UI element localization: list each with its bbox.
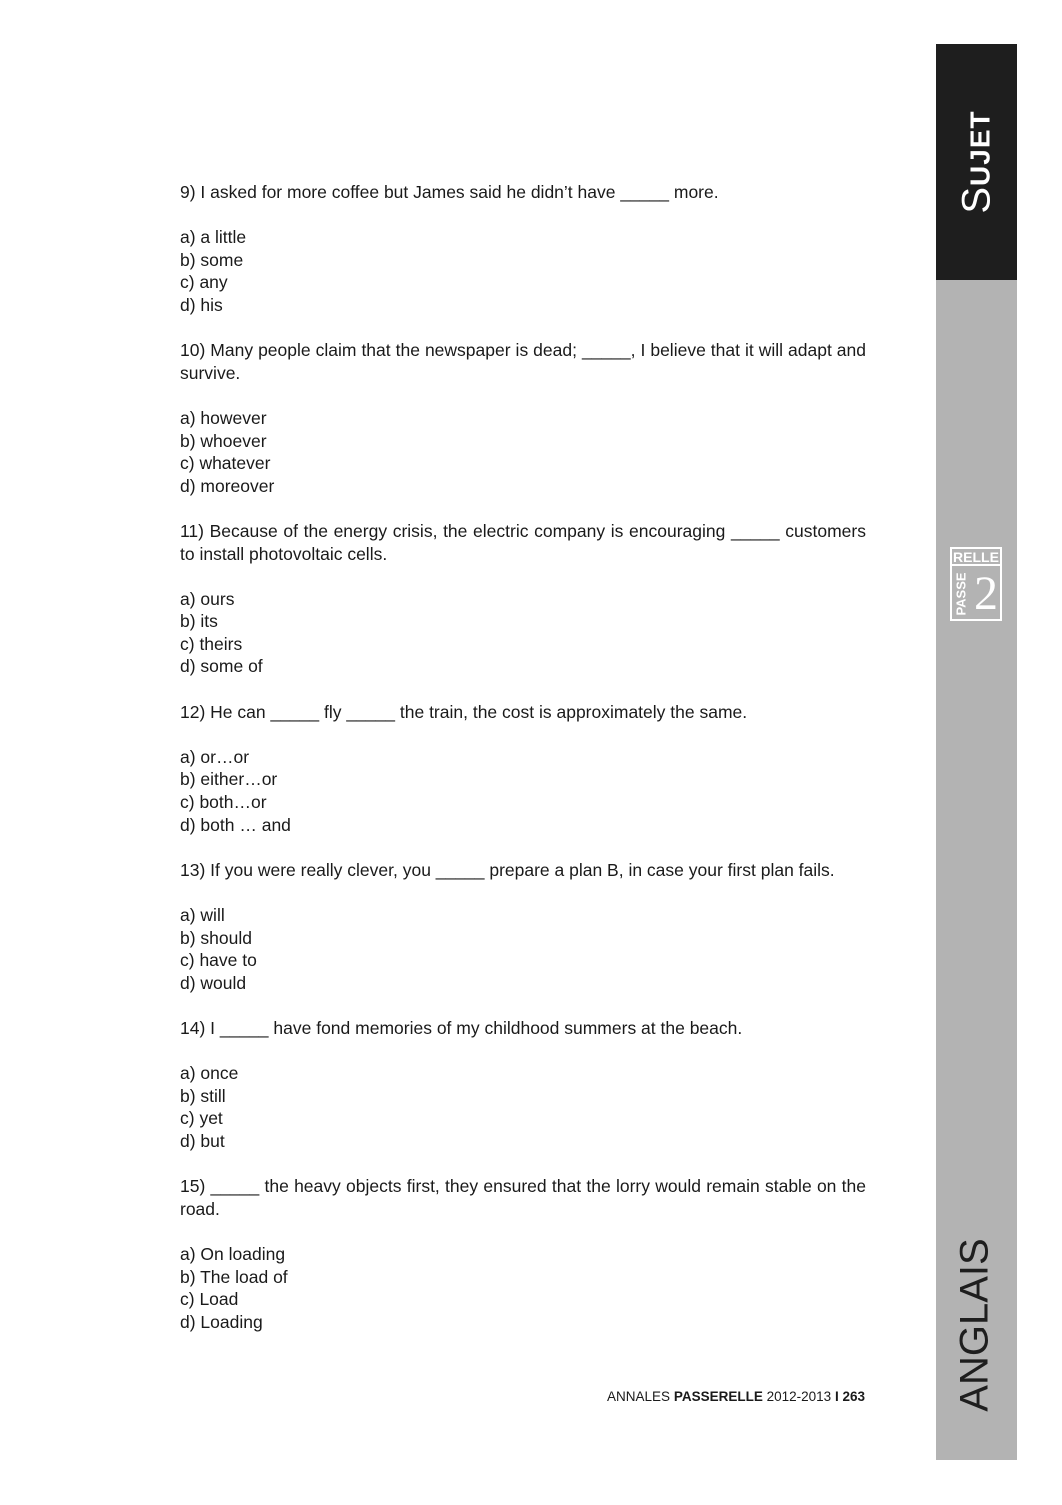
question-block	[180, 520, 866, 678]
answer-option: c) theirs	[180, 633, 243, 654]
question-text: 12) He can _____ fly _____ the train, the cost is approximately the same.	[180, 701, 748, 722]
answer-options	[180, 588, 866, 678]
answer-option: a) On loading	[180, 1243, 286, 1264]
answer-option: d) Loading	[180, 1311, 263, 1332]
answer-option: b) either…or	[180, 769, 278, 790]
answer-option: c) both…or	[180, 792, 267, 813]
question-text: 13) If you were really clever, you _____ prepare a plan B, in case your first plan fails.	[180, 859, 835, 880]
answer-option: a) or…or	[180, 746, 250, 767]
subject-label: ANGLAIS	[952, 1238, 997, 1412]
footer-brand: PASSERELLE	[673, 1389, 763, 1404]
question-block	[180, 1017, 866, 1153]
answer-option: a) however	[180, 407, 267, 428]
answer-options	[180, 904, 866, 994]
section-label: SUJET	[954, 110, 999, 214]
question-list	[180, 181, 866, 1356]
answer-option: c) any	[180, 272, 228, 293]
logo-number: 2	[974, 567, 998, 620]
answer-option: b) its	[180, 611, 218, 632]
logo-side-text: PASSE	[953, 572, 969, 616]
question-text: 9) I asked for more coffee but James said he didn’t have _____ more.	[180, 182, 719, 202]
question-text: 15) _____ the heavy objects first, they ensured that the lorry would remain stable on the road.	[180, 1176, 866, 1219]
question-text: 11) Because of the energy crisis, the electric company is encouraging _____ customers to install photovoltaic cells.	[180, 520, 866, 564]
question-text: 10) Many people claim that the newspaper is dead; _____, I believe that it will adapt and survive.	[180, 340, 866, 383]
answer-options	[180, 407, 866, 497]
answer-option: b) still	[180, 1085, 226, 1106]
answer-option: a) a little	[180, 227, 247, 248]
footer-prefix: ANNALES	[607, 1389, 671, 1404]
page-number: 263	[842, 1389, 865, 1404]
answer-options	[180, 226, 866, 316]
answer-option: d) some of	[180, 656, 263, 677]
question-block	[180, 339, 866, 497]
answer-option: d) would	[180, 972, 247, 993]
passerelle-logo	[950, 547, 1002, 621]
question-block	[180, 1175, 866, 1333]
answer-option: d) both … and	[180, 814, 291, 835]
answer-option: a) once	[180, 1063, 239, 1084]
question-block	[180, 701, 866, 837]
answer-option: b) whoever	[180, 430, 267, 451]
answer-option: d) but	[180, 1130, 225, 1151]
answer-option: a) will	[180, 905, 225, 925]
answer-option: a) ours	[180, 588, 235, 609]
answer-option: c) Load	[180, 1289, 239, 1310]
answer-options	[180, 1243, 866, 1333]
question-block	[180, 859, 866, 995]
answer-option: b) some	[180, 249, 244, 270]
question-text: 14) I _____ have fond memories of my childhood summers at the beach.	[180, 1017, 743, 1038]
footer-separator: I	[834, 1389, 839, 1404]
answer-option: c) whatever	[180, 453, 271, 474]
logo-top-text: RELLE	[953, 549, 999, 565]
answer-option: c) yet	[180, 1108, 223, 1129]
answer-options	[180, 1062, 866, 1152]
answer-option: d) moreover	[180, 475, 275, 496]
answer-option: c) have to	[180, 950, 257, 971]
answer-option: b) The load of	[180, 1266, 288, 1287]
question-block	[180, 181, 866, 317]
page-footer	[607, 1389, 865, 1404]
answer-options	[180, 746, 866, 836]
footer-years: 2012-2013	[766, 1389, 832, 1404]
answer-option: d) his	[180, 294, 223, 315]
answer-option: b) should	[180, 927, 252, 948]
